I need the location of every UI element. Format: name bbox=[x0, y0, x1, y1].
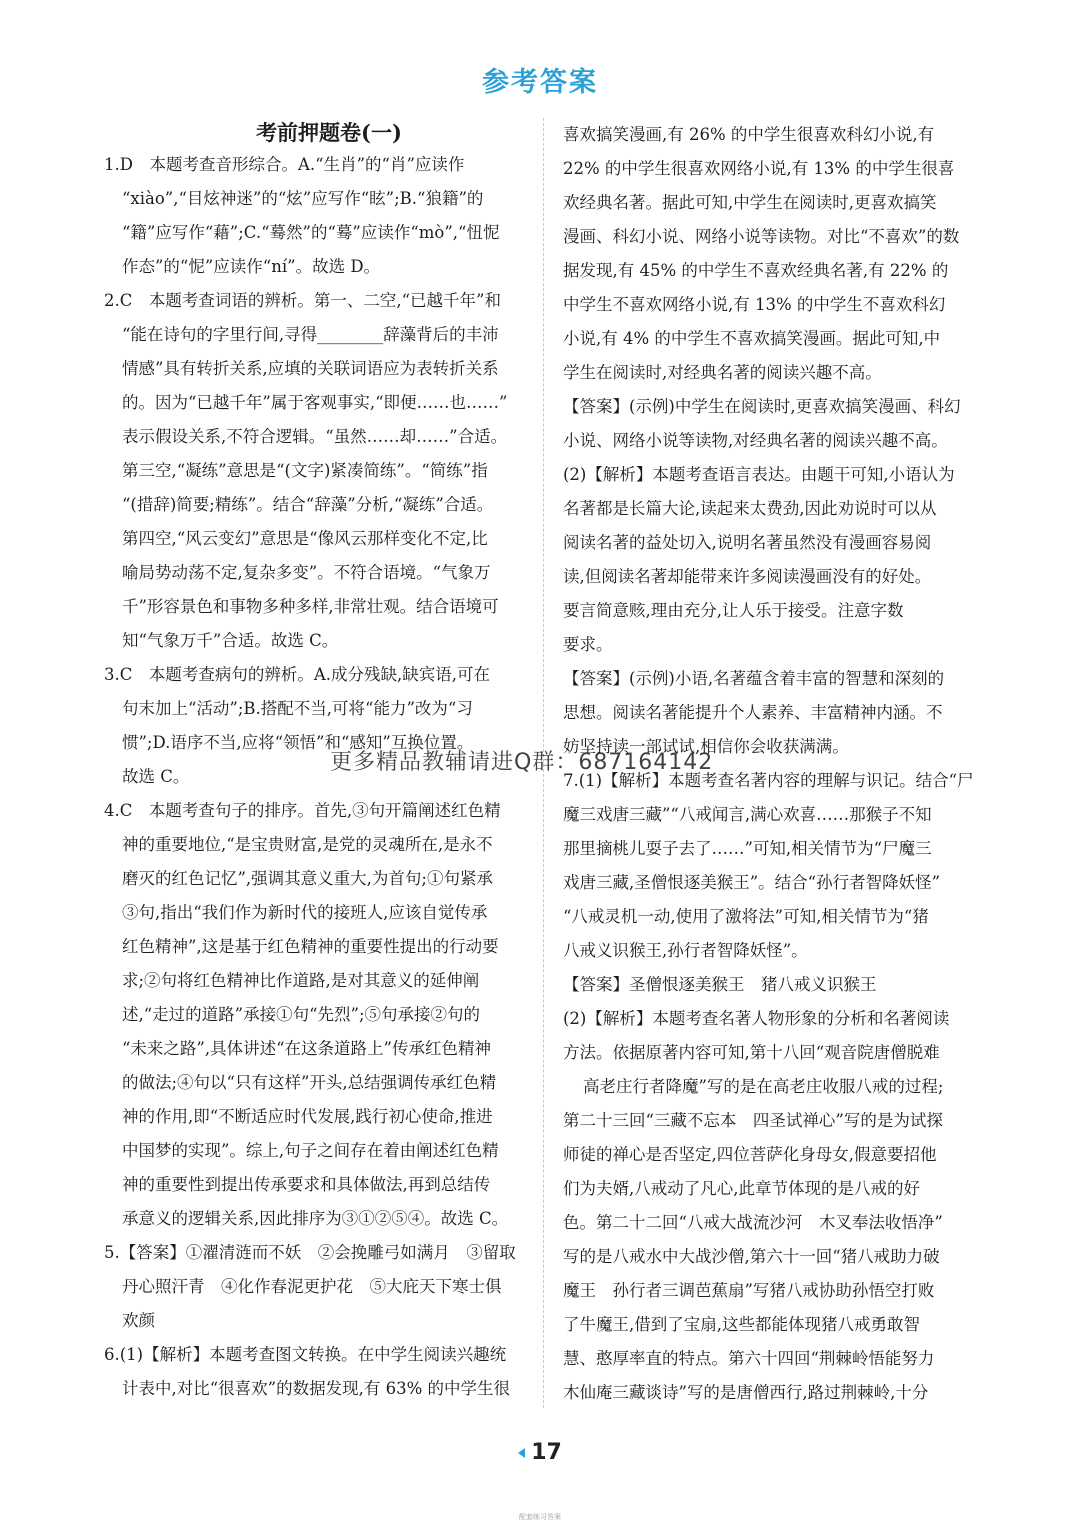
text-line: 据发现,有 45% 的中学生不喜欢经典名著,有 22% 的 bbox=[563, 261, 949, 280]
text-line: 要求。 bbox=[563, 635, 613, 654]
text-line: 名著都是长篇大论,读起来太费劲,因此劝说时可以从 bbox=[563, 499, 937, 518]
page-marker-icon bbox=[518, 1448, 525, 1458]
text-line: 的做法;④句以“只有这样”开头,总结强调传承红色精 bbox=[122, 1073, 497, 1092]
text-line: 妨坚持读一部试试,相信你会收获满满。 bbox=[563, 737, 849, 756]
text-line: 师徒的禅心是否坚定,四位菩萨化身母女,假意要招他 bbox=[563, 1145, 937, 1164]
text-line: 慧、憨厚率直的特点。第六十四回“荆棘岭悟能努力 bbox=[563, 1349, 935, 1368]
text-line: 们为夫婿,八戒动了凡心,此章节体现的是八戒的好 bbox=[563, 1179, 920, 1198]
text-line: 【答案】圣僧恨逐美猴王 猪八戒义识猴王 bbox=[563, 975, 877, 994]
text-line: 磨灭的红色记忆”,强调其意义重大,为首句;①句紧承 bbox=[122, 869, 493, 888]
text-line: (2)【解析】本题考查语言表达。由题干可知,小语认为 bbox=[563, 465, 955, 484]
text-line: 2.C 本题考查词语的辨析。第一、二空,“已越千年”和 bbox=[104, 291, 501, 310]
text-line: 述,“走过的道路”承接①句“先烈”;⑤句承接②句的 bbox=[122, 1005, 481, 1024]
text-line: “未来之路”,具体讲述“在这条道路上”传承红色精神 bbox=[122, 1039, 491, 1058]
text-line: 红色精神”,这是基于红色精神的重要性提出的行动要 bbox=[122, 937, 499, 956]
text-line: 高老庄行者降魔”写的是在高老庄收服八戒的过程; bbox=[583, 1077, 944, 1096]
text-line: 小说、网络小说等读物,对经典名著的阅读兴趣不高。 bbox=[563, 431, 948, 450]
page-header-title: 参考答案 bbox=[482, 67, 598, 98]
text-line: 小说,有 4% 的中学生不喜欢搞笑漫画。据此可知,中 bbox=[563, 329, 941, 348]
text-line: 戏唐三藏,圣僧恨逐美猴王”。结合“孙行者智降妖怪” bbox=[563, 873, 941, 892]
text-line: 的。因为“已越千年”属于客观事实,“即便……也……” bbox=[122, 393, 508, 412]
text-line: 3.C 本题考查病句的辨析。A.成分残缺,缺宾语,可在 bbox=[104, 665, 491, 684]
section-title: 考前押题卷(一) bbox=[256, 120, 402, 145]
text-line: “八戒灵机一动,使用了激将法”可知,相关情节为“猪 bbox=[563, 907, 929, 926]
text-line: “(措辞)简要;精练”。结合“辞藻”分析,“凝练”合适。 bbox=[122, 495, 494, 514]
text-line: 神的作用,即“不断适应时代发展,践行初心使命,推进 bbox=[122, 1107, 493, 1126]
text-line: 情感”具有转折关系,应填的关联词语应为表转折关系 bbox=[122, 359, 499, 378]
text-line: “xiào”,“目炫神迷”的“炫”应写作“眩”;B.“狼籍”的 bbox=[122, 189, 484, 208]
text-line: 喜欢搞笑漫画,有 26% 的中学生很喜欢科幻小说,有 bbox=[563, 125, 935, 144]
text-line: 那里摘桃儿耍子去了……”可知,相关情节为“尸魔三 bbox=[563, 839, 932, 858]
text-line: 【答案】(示例)小语,名著蕴含着丰富的智慧和深刻的 bbox=[563, 669, 945, 688]
text-line: 读,但阅读名著却能带来许多阅读漫画没有的好处。 bbox=[563, 567, 932, 586]
text-line: 欢经典名著。据此可知,中学生在阅读时,更喜欢搞笑 bbox=[563, 193, 937, 212]
text-line: 4.C 本题考查句子的排序。首先,③句开篇阐述红色精 bbox=[104, 801, 501, 820]
text-line: 阅读名著的益处切入,说明名著虽然没有漫画容易阅 bbox=[563, 533, 932, 552]
text-line: 神的重要地位,“是宝贵财富,是党的灵魂所在,是永不 bbox=[122, 835, 493, 854]
page-number-value: 17 bbox=[531, 1440, 562, 1465]
text-line: 7.(1)【解析】本题考查名著内容的理解与识记。结合“尸 bbox=[563, 771, 974, 790]
text-line: 1.D 本题考查音形综合。A.“生肖”的“肖”应读作 bbox=[104, 155, 465, 174]
text-line: 求;②句将红色精神比作道路,是对其意义的延伸阐 bbox=[122, 971, 480, 990]
text-line: 承意义的逻辑关系,因此排序为③①②⑤④。故选 C。 bbox=[122, 1209, 509, 1228]
text-line: 魔三戏唐三藏”“八戒闻言,满心欢喜……那猴子不知 bbox=[563, 805, 932, 824]
text-line: “能在诗句的字里行间,寻得________辞藻背后的丰沛 bbox=[122, 325, 499, 344]
text-line: 第三空,“凝练”意思是“(文字)紧凑简练”。“简练”指 bbox=[122, 461, 488, 480]
left-answer-text bbox=[104, 148, 524, 1406]
text-line: 欢颜 bbox=[122, 1311, 155, 1330]
text-line: 表示假设关系,不符合逻辑。“虽然……却……”合适。 bbox=[122, 427, 508, 446]
text-line: 【答案】(示例)中学生在阅读时,更喜欢搞笑漫画、科幻 bbox=[563, 397, 961, 416]
text-line: 第四空,“风云变幻”意思是“像风云那样变化不定,比 bbox=[122, 529, 488, 548]
text-line: 计表中,对比“很喜欢”的数据发现,有 63% 的中学生很 bbox=[122, 1379, 511, 1398]
text-line: 方法。依据原著内容可知,第十八回“观音院唐僧脱难 bbox=[563, 1043, 940, 1062]
text-line: 知“气象万千”合适。故选 C。 bbox=[122, 631, 339, 650]
text-line: 木仙庵三藏谈诗”写的是唐僧西行,路过荆棘岭,十分 bbox=[563, 1383, 929, 1402]
text-line: 中国梦的实现”。综上,句子之间存在着由阐述红色精 bbox=[122, 1141, 499, 1160]
text-line: 丹心照汗青 ④化作春泥更护花 ⑤大庇天下寒士俱 bbox=[122, 1277, 502, 1296]
text-line: 故选 C。 bbox=[122, 767, 190, 786]
text-line: 魔王 孙行者三调芭蕉扇”写猪八戒协助孙悟空打败 bbox=[563, 1281, 935, 1300]
text-line: 八戒义识猴王,孙行者智降妖怪”。 bbox=[563, 941, 808, 960]
text-line: 第二十三回“三藏不忘本 四圣试禅心”写的是为试探 bbox=[563, 1111, 943, 1130]
text-line: 写的是八戒水中大战沙僧,第六十一回“猪八戒助力破 bbox=[563, 1247, 940, 1266]
text-line: 漫画、科幻小说、网络小说等读物。对比“不喜欢”的数 bbox=[563, 227, 960, 246]
watermark-text: 更多精品教辅请进Q群：687164142 bbox=[330, 750, 714, 775]
text-line: 思想。阅读名著能提升个人素养、丰富精神内涵。不 bbox=[563, 703, 943, 722]
text-line: 5.【答案】①濯清涟而不妖 ②会挽雕弓如满月 ③留取 bbox=[104, 1243, 516, 1262]
text-line: 6.(1)【解析】本题考查图文转换。在中学生阅读兴趣统 bbox=[104, 1345, 507, 1364]
text-line: 喻局势动荡不定,复杂多变”。不符合语境。“气象万 bbox=[122, 563, 491, 582]
text-line: 作态”的“怩”应读作“ní”。故选 D。 bbox=[122, 257, 381, 276]
text-line: 了牛魔王,借到了宝扇,这些都能体现猪八戒勇敢智 bbox=[563, 1315, 920, 1334]
text-line: 学生在阅读时,对经典名著的阅读兴趣不高。 bbox=[563, 363, 882, 382]
text-line: ③句,指出“我们作为新时代的接班人,应该自觉传承 bbox=[122, 903, 488, 922]
text-line: 22% 的中学生很喜欢网络小说,有 13% 的中学生很喜 bbox=[563, 159, 955, 178]
page-number bbox=[0, 1440, 1080, 1465]
text-line: 句末加上“活动”;B.搭配不当,可将“能力”改为“习 bbox=[122, 699, 473, 718]
text-line: “籍”应写作“藉”;C.“蓦然”的“蓦”应读作“mò”,“忸怩 bbox=[122, 223, 500, 242]
text-line: 惯”;D.语序不当,应将“领悟”和“感知”互换位置。 bbox=[122, 733, 474, 752]
text-line: 千”形容景色和事物多种多样,非常壮观。结合语境可 bbox=[122, 597, 499, 616]
text-line: 色。第二十二回“八戒大战流沙河 木叉奉法收悟净” bbox=[563, 1213, 943, 1232]
text-line: (2)【解析】本题考查名著人物形象的分析和名著阅读 bbox=[563, 1009, 950, 1028]
text-line: 神的重要性到提出传承要求和具体做法,再到总结传 bbox=[122, 1175, 491, 1194]
text-line: 要言简意赅,理由充分,让人乐于接受。注意字数 bbox=[563, 601, 904, 620]
footer-note: 配套练习答案 bbox=[519, 1513, 561, 1521]
text-line: 中学生不喜欢网络小说,有 13% 的中学生不喜欢科幻 bbox=[563, 295, 946, 314]
